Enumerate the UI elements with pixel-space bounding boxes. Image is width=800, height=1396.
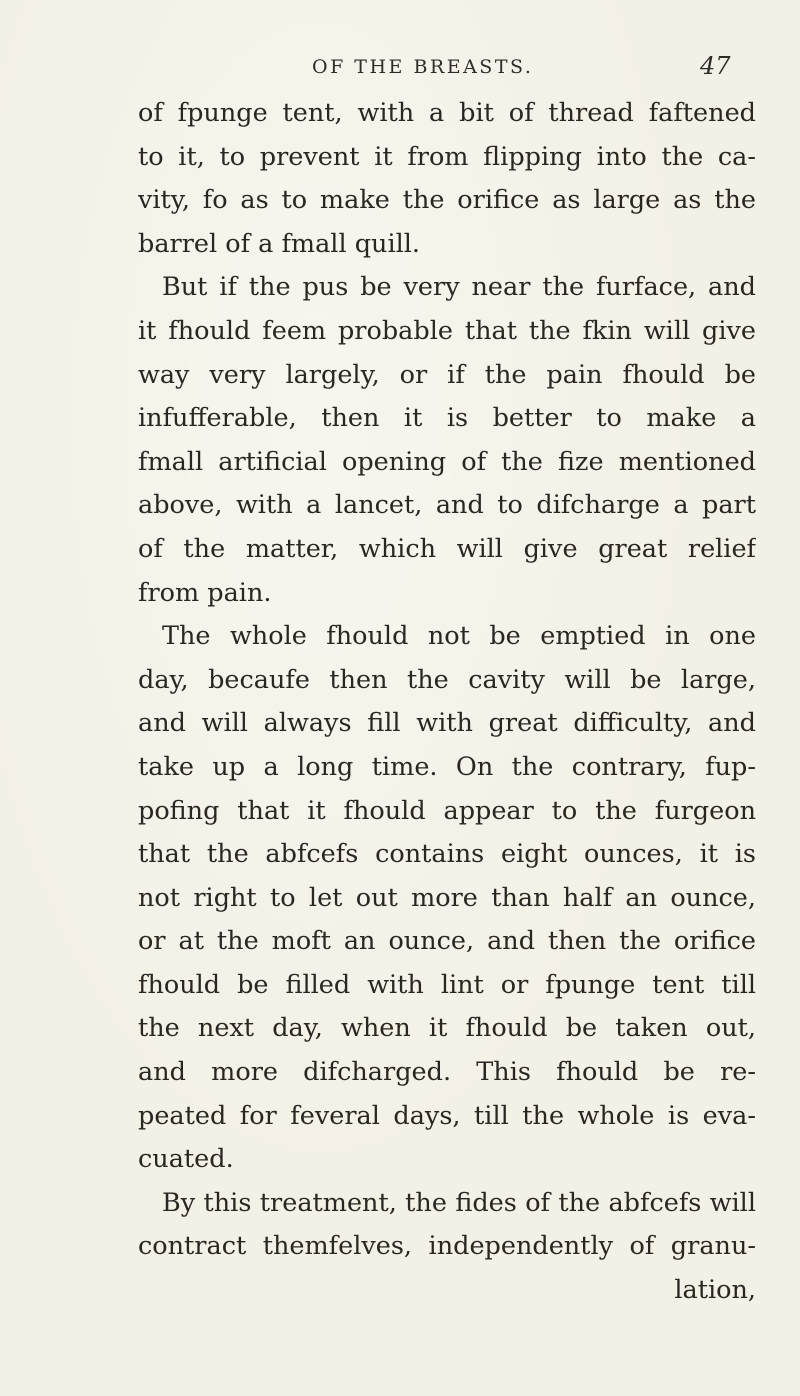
text-line: fhould be filled with lint or fpunge tent till [138,969,756,1000]
text-line: from pain. [138,577,272,608]
text-line: cuated. [138,1144,234,1175]
text-line: and will always fill with great difficulty, and [138,708,756,739]
body-text [138,92,756,1313]
text-line: of the matter, which will give great relief [138,533,756,564]
text-line: pofing that it fhould appear to the furgeon [138,795,756,826]
text-line: By this treatment, the fides of the abfcefs will [162,1187,756,1218]
text-line: day, becaufe then the cavity will be large, [138,664,756,695]
text-line: way very largely, or if the pain fhould be [138,359,756,390]
text-line: But if the pus be very near the furface, and [162,272,756,303]
page-number: 47 [700,52,731,80]
text-line: it fhould feem probable that the fkin will give [138,315,756,346]
text-line: that the abfcefs contains eight ounces, it is [138,839,756,870]
text-line: above, with a lancet, and to difcharge a part [138,490,756,521]
text-line: The whole fhould not be emptied in one [162,621,756,652]
text-line: contract themfelves, independently of granu- [138,1231,756,1262]
text-line: barrel of a fmall quill. [138,228,421,259]
text-line: and more difcharged. This fhould be re- [138,1057,756,1088]
text-line: lation, [674,1275,756,1306]
text-line: of fpunge tent, with a bit of thread faftened [138,98,756,128]
text-line: vity, fo as to make the orifice as large as the [138,185,756,216]
text-line: not right to let out more than half an ounce, [138,882,756,913]
text-line: to it, to prevent it from flipping into the ca- [138,141,756,172]
running-head: OF THE BREASTS. [312,56,534,78]
text-line: infufferable, then it is better to make a [138,403,756,434]
text-line: fmall artificial opening of the fize mentioned [138,446,756,477]
text-line: or at the moft an ounce, and then the orifice [138,926,756,957]
text-line: the next day, when it fhould be taken out, [138,1013,756,1044]
text-line: take up a long time. On the contrary, fup- [138,751,756,782]
text-line: peated for feveral days, till the whole is eva- [138,1100,756,1131]
